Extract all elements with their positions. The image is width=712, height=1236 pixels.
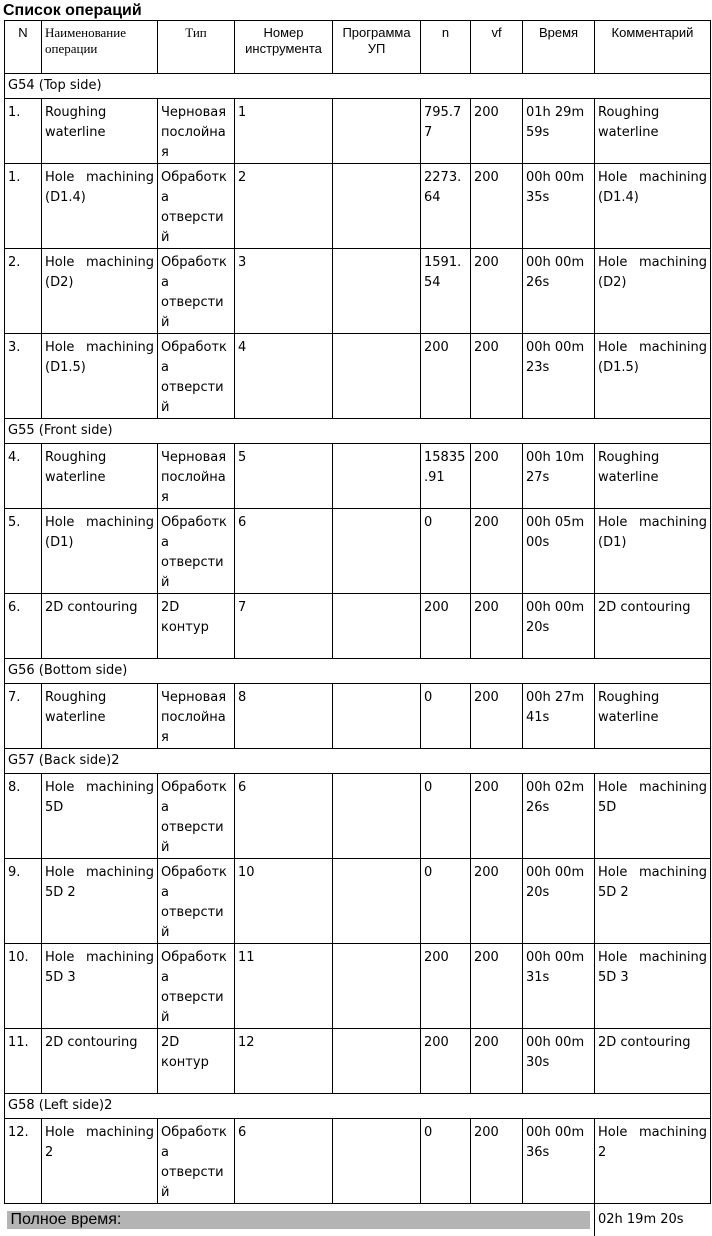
header-name: Наименование операции	[42, 21, 158, 74]
op-time: 01h 29m 59s	[523, 99, 595, 164]
op-type: Обработка отверстий	[158, 944, 235, 1029]
spindle-speed: 795.77	[421, 99, 471, 164]
group-label: G56 (Bottom side)	[5, 659, 711, 684]
op-time: 00h 27m 41s	[523, 684, 595, 749]
spindle-speed: 15835.91	[421, 444, 471, 509]
op-number: 2.	[5, 249, 42, 334]
op-number: 10.	[5, 944, 42, 1029]
op-name: Hole machining 5D	[42, 774, 158, 859]
op-type: 2D контур	[158, 594, 235, 659]
table-row	[5, 774, 711, 859]
total-value: 02h 19m 20s	[595, 1204, 711, 1236]
operations-table	[4, 20, 711, 1236]
op-name: Roughing waterline	[42, 444, 158, 509]
tool-number: 10	[235, 859, 333, 944]
table-row	[5, 334, 711, 419]
table-row	[5, 99, 711, 164]
tool-number: 5	[235, 444, 333, 509]
op-number: 1.	[5, 99, 42, 164]
feed-rate: 200	[471, 249, 523, 334]
group-label: G57 (Back side)2	[5, 749, 711, 774]
total-label-cell	[5, 1204, 595, 1236]
tool-number: 6	[235, 774, 333, 859]
op-number: 5.	[5, 509, 42, 594]
op-name: Hole machining (D2)	[42, 249, 158, 334]
group-header-row	[5, 74, 711, 99]
tool-number: 6	[235, 1119, 333, 1204]
op-name: Hole machining (D1.4)	[42, 164, 158, 249]
op-time: 00h 00m 20s	[523, 859, 595, 944]
op-number: 11.	[5, 1029, 42, 1094]
total-row	[5, 1204, 711, 1236]
op-name: 2D contouring	[42, 1029, 158, 1094]
header-row	[5, 21, 711, 74]
op-comment: 2D contouring	[595, 1029, 711, 1094]
op-time: 00h 00m 20s	[523, 594, 595, 659]
op-name: Hole machining 5D 3	[42, 944, 158, 1029]
op-type: Обработка отверстий	[158, 334, 235, 419]
group-label: G54 (Top side)	[5, 74, 711, 99]
tool-number: 6	[235, 509, 333, 594]
op-time: 00h 00m 26s	[523, 249, 595, 334]
tool-number: 1	[235, 99, 333, 164]
table-row	[5, 859, 711, 944]
header-type: Тип	[158, 21, 235, 74]
op-number: 1.	[5, 164, 42, 249]
op-type: Обработка отверстий	[158, 509, 235, 594]
program-code	[333, 859, 421, 944]
spindle-speed: 200	[421, 1029, 471, 1094]
tool-number: 4	[235, 334, 333, 419]
spindle-speed: 2273.64	[421, 164, 471, 249]
op-time: 00h 00m 35s	[523, 164, 595, 249]
op-type: Обработка отверстий	[158, 859, 235, 944]
op-comment: Roughing waterline	[595, 684, 711, 749]
op-number: 8.	[5, 774, 42, 859]
feed-rate: 200	[471, 99, 523, 164]
operations-body	[5, 74, 711, 1204]
program-code	[333, 1029, 421, 1094]
table-row	[5, 509, 711, 594]
op-type: Черновая послойная	[158, 684, 235, 749]
feed-rate: 200	[471, 774, 523, 859]
header-comment: Комментарий	[595, 21, 711, 74]
spindle-speed: 0	[421, 684, 471, 749]
feed-rate: 200	[471, 684, 523, 749]
op-number: 6.	[5, 594, 42, 659]
group-header-row	[5, 1094, 711, 1119]
op-type: Обработка отверстий	[158, 1119, 235, 1204]
op-number: 9.	[5, 859, 42, 944]
op-comment: Hole machining 5D 3	[595, 944, 711, 1029]
group-header-row	[5, 659, 711, 684]
spindle-speed: 200	[421, 594, 471, 659]
table-row	[5, 1029, 711, 1094]
program-code	[333, 444, 421, 509]
spindle-speed: 0	[421, 509, 471, 594]
feed-rate: 200	[471, 859, 523, 944]
op-comment: 2D contouring	[595, 594, 711, 659]
table-row	[5, 1119, 711, 1204]
op-time: 00h 00m 30s	[523, 1029, 595, 1094]
op-comment: Hole machining (D1.4)	[595, 164, 711, 249]
op-time: 00h 02m 26s	[523, 774, 595, 859]
op-time: 00h 10m 27s	[523, 444, 595, 509]
feed-rate: 200	[471, 944, 523, 1029]
feed-rate: 200	[471, 1119, 523, 1204]
spindle-speed: 200	[421, 944, 471, 1029]
op-number: 4.	[5, 444, 42, 509]
table-row	[5, 249, 711, 334]
group-header-row	[5, 749, 711, 774]
op-comment: Hole machining 2	[595, 1119, 711, 1204]
tool-number: 2	[235, 164, 333, 249]
page-title: Список операций	[3, 0, 142, 22]
program-code	[333, 509, 421, 594]
op-number: 7.	[5, 684, 42, 749]
feed-rate: 200	[471, 1029, 523, 1094]
table-row	[5, 944, 711, 1029]
header-spindle: n	[421, 21, 471, 74]
spindle-speed: 0	[421, 1119, 471, 1204]
feed-rate: 200	[471, 594, 523, 659]
op-name: Hole machining (D1)	[42, 509, 158, 594]
table-row	[5, 444, 711, 509]
op-type: Черновая послойная	[158, 444, 235, 509]
op-time: 00h 00m 23s	[523, 334, 595, 419]
op-time: 00h 05m 00s	[523, 509, 595, 594]
program-code	[333, 594, 421, 659]
header-program: Программа УП	[333, 21, 421, 74]
op-comment: Hole machining 5D	[595, 774, 711, 859]
spindle-speed: 0	[421, 859, 471, 944]
table-row	[5, 594, 711, 659]
op-comment: Roughing waterline	[595, 444, 711, 509]
header-feed: vf	[471, 21, 523, 74]
op-number: 12.	[5, 1119, 42, 1204]
op-comment: Roughing waterline	[595, 99, 711, 164]
spindle-speed: 1591.54	[421, 249, 471, 334]
op-comment: Hole machining (D1)	[595, 509, 711, 594]
program-code	[333, 1119, 421, 1204]
op-time: 00h 00m 31s	[523, 944, 595, 1029]
tool-number: 7	[235, 594, 333, 659]
op-name: Hole machining 2	[42, 1119, 158, 1204]
op-name: Hole machining (D1.5)	[42, 334, 158, 419]
group-label: G55 (Front side)	[5, 419, 711, 444]
total-label: Полное время:	[7, 1211, 591, 1229]
op-type: Обработка отверстий	[158, 774, 235, 859]
op-comment: Hole machining 5D 2	[595, 859, 711, 944]
program-code	[333, 99, 421, 164]
op-comment: Hole machining (D2)	[595, 249, 711, 334]
program-code	[333, 164, 421, 249]
op-name: Hole machining 5D 2	[42, 859, 158, 944]
tool-number: 3	[235, 249, 333, 334]
table-row	[5, 684, 711, 749]
op-name: Roughing waterline	[42, 684, 158, 749]
op-time: 00h 00m 36s	[523, 1119, 595, 1204]
program-code	[333, 774, 421, 859]
op-type: Обработка отверстий	[158, 249, 235, 334]
program-code	[333, 249, 421, 334]
tool-number: 12	[235, 1029, 333, 1094]
feed-rate: 200	[471, 334, 523, 419]
program-code	[333, 684, 421, 749]
op-type: 2D контур	[158, 1029, 235, 1094]
program-code	[333, 944, 421, 1029]
feed-rate: 200	[471, 444, 523, 509]
group-header-row	[5, 419, 711, 444]
tool-number: 8	[235, 684, 333, 749]
spindle-speed: 0	[421, 774, 471, 859]
op-name: 2D contouring	[42, 594, 158, 659]
op-number: 3.	[5, 334, 42, 419]
header-n: N	[5, 21, 42, 74]
op-comment: Hole machining (D1.5)	[595, 334, 711, 419]
header-time: Время	[523, 21, 595, 74]
header-tool: Номер инструмента	[235, 21, 333, 74]
spindle-speed: 200	[421, 334, 471, 419]
op-type: Обработка отверстий	[158, 164, 235, 249]
group-label: G58 (Left side)2	[5, 1094, 711, 1119]
feed-rate: 200	[471, 164, 523, 249]
tool-number: 11	[235, 944, 333, 1029]
table-row	[5, 164, 711, 249]
op-type: Черновая послойная	[158, 99, 235, 164]
op-name: Roughing waterline	[42, 99, 158, 164]
feed-rate: 200	[471, 509, 523, 594]
program-code	[333, 334, 421, 419]
